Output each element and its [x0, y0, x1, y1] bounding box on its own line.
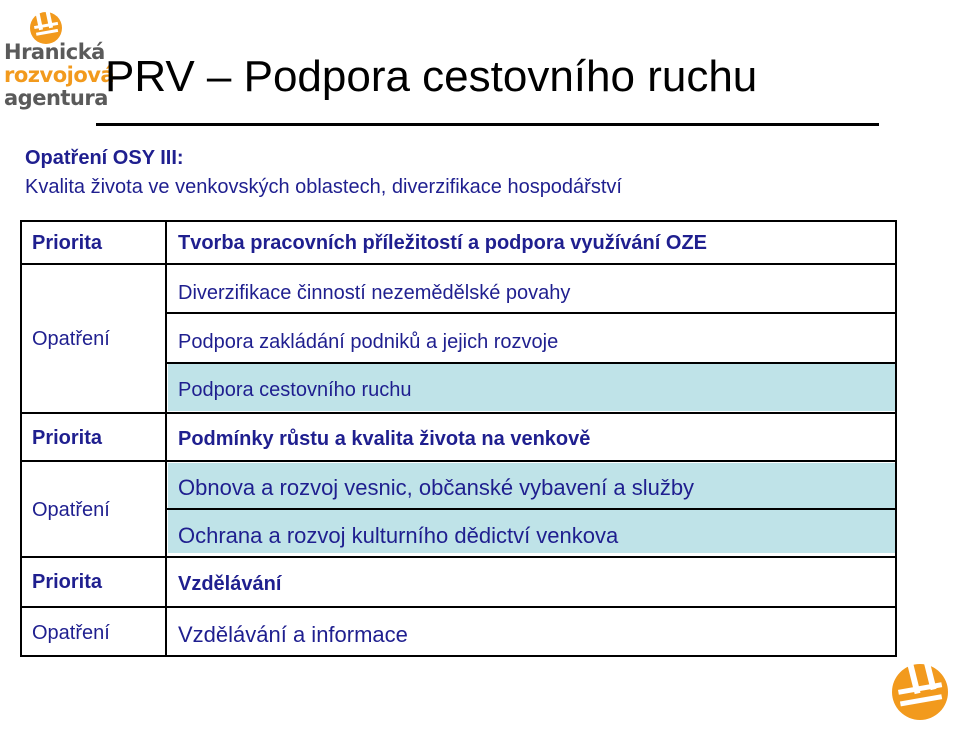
row-label-priorita: Priorita [32, 571, 103, 593]
title-divider [96, 123, 879, 126]
axis-description: Kvalita života ve venkovských oblastech, diverzifikace hospodářství [25, 176, 622, 198]
row-label-opatreni: Opatření [32, 622, 110, 644]
row-divider [20, 412, 897, 414]
row-value: Podpora zakládání podniků a jejich rozvoje [178, 331, 559, 353]
row-divider [20, 263, 897, 265]
row-value: Diverzifikace činností nezemědělské povahy [178, 282, 571, 304]
row-label-opatreni: Opatření [32, 328, 110, 350]
row-label-priorita: Priorita [32, 232, 103, 254]
hranicka-logo [4, 4, 115, 116]
logo-line-3: agentura [4, 86, 108, 110]
row-value: Vzdělávání a informace [178, 622, 408, 647]
row-value: Obnova a rozvoj vesnic, občanské vybavení a služby [178, 475, 695, 500]
sunflower-corner-icon [888, 650, 954, 724]
row-value: Podmínky růstu a kvalita života na venkově [178, 428, 591, 450]
table-border-bottom [20, 655, 897, 657]
row-divider [20, 606, 897, 608]
row-divider [165, 312, 897, 314]
table-border-left [20, 220, 22, 657]
row-divider [165, 362, 897, 364]
row-label-opatreni: Opatření [32, 499, 110, 521]
table-border-top [20, 220, 897, 222]
row-divider [20, 556, 897, 558]
measures-table [20, 220, 897, 657]
row-value: Podpora cestovního ruchu [178, 379, 412, 401]
row-divider [20, 460, 897, 462]
row-value: Ochrana a rozvoj kulturního dědictví venkova [178, 523, 619, 548]
table-column-divider [165, 220, 167, 657]
row-label-priorita: Priorita [32, 427, 103, 449]
logo-line-2: rozvojová [4, 63, 115, 87]
row-value: Tvorba pracovních příležitostí a podpora využívání OZE [178, 232, 707, 254]
logo-line-1: Hranická [4, 40, 105, 64]
page-title: PRV – Podpora cestovního ruchu [105, 52, 758, 101]
table-border-right [895, 220, 897, 657]
axis-label: Opatření OSY III: [25, 147, 184, 169]
row-divider [165, 508, 897, 510]
row-value: Vzdělávání [178, 573, 282, 595]
